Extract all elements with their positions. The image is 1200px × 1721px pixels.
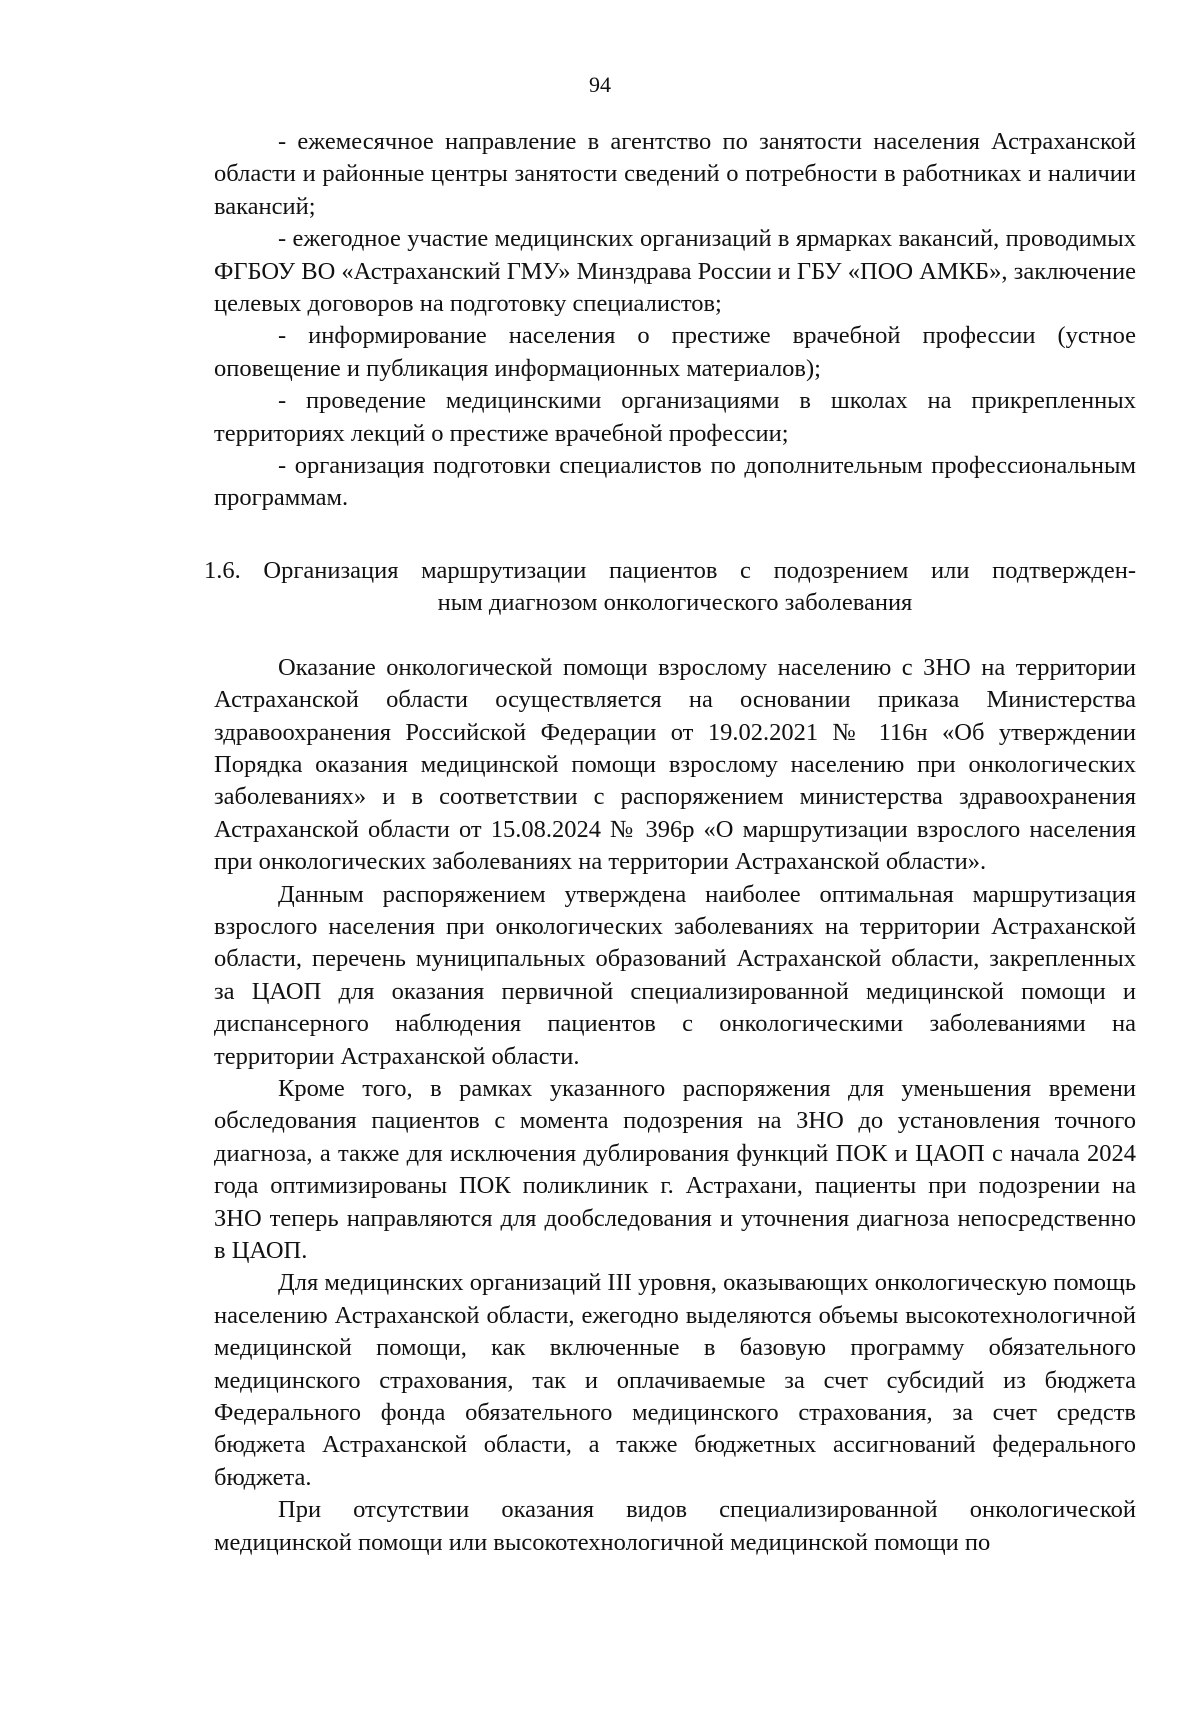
- page-number: 94: [589, 72, 611, 97]
- bullet-item: - организация подготовки специалистов по дополнительным профессиональным программам.: [214, 452, 1136, 512]
- bullet-item: - ежемесячное направление в агентство по занятости населения Астраханской области и районные центры занятости сведений о потребности в работниках и наличии вакансий;: [214, 128, 1136, 220]
- paragraph: Данным распоряжением утверждена наиболее оптимальная маршрутизация взрослого населения при онкологических заболеваниях на территории Астраханской области, перечень муниципальных образований Астраханской области, закрепленных за ЦАОП для оказания первичной специализированной медицинской помощи и диспансерного наблюдения пациентов с онкологическими заболеваниями на территории Астраханской области.: [214, 880, 1136, 1070]
- paragraph: Оказание онкологической помощи взрослому населению с ЗНО на территории Астраханской области осуществляется на основании приказа Министерства здравоохранения Российской Федерации от 19.02.2021 № 116н «Об утверждении Порядка оказания медицинской помощи взрослому населению при онкологических заболеваниях» и в соответствии с распоряжением министерства здравоохранения Астраханской области от 15.08.2024 № 396р «О маршрутизации взрослого населения при онкологических заболеваниях на территории Астраханской области».: [214, 653, 1136, 876]
- body-text: [214, 652, 1136, 1559]
- section-heading-line-1: 1.6. Организация маршрутизации пациентов с подозрением или подтвержден-: [204, 556, 1136, 584]
- section-heading: [204, 555, 1136, 620]
- paragraph: Кроме того, в рамках указанного распоряжения для уменьшения времени обследования пациентов с момента подозрения на ЗНО до установления точного диагноза, а также для исключения дублирования функций ПОК и ЦАОП с начала 2024 года оптимизированы ПОК поликлиник г. Астрахани, пациенты при подозрении на ЗНО теперь направляются для дообследования и уточнения диагноза непосредственно в ЦАОП.: [214, 1074, 1136, 1264]
- bullet-item: - ежегодное участие медицинских организаций в ярмарках вакансий, проводимых ФГБОУ ВО «Астраханский ГМУ» Минздрава России и ГБУ «ПОО АМКБ», заключение целевых договоров на подготовку специалистов;: [214, 225, 1136, 318]
- paragraph: Для медицинских организаций III уровня, оказывающих онкологическую помощь населению Астраханской области, ежегодно выделяются объемы высокотехнологичной медицинской помощи, как включенные в базовую программу обязательного медицинского страхования, так и оплачиваемые за счет субсидий из бюджета Федерального фонда обязательного медицинского страхования, за счет средств бюджета Астраханской области, а также бюджетных ассигнований федерального бюджета.: [214, 1269, 1136, 1491]
- page-content: [204, 126, 1136, 1559]
- paragraph: При отсутствии оказания видов специализированной онкологической медицинской помощи или высокотехнологичной медицинской помощи по: [214, 1496, 1136, 1556]
- bullet-item: - проведение медицинскими организациями в школах на прикрепленных территориях лекций о престиже врачебной профессии;: [214, 387, 1136, 447]
- bullet-item: - информирование населения о престиже врачебной профессии (устное оповещение и публикация информационных материалов);: [214, 322, 1136, 382]
- bullet-list: [214, 126, 1136, 515]
- section-heading-line-2: ным диагнозом онкологического заболевания: [437, 589, 913, 617]
